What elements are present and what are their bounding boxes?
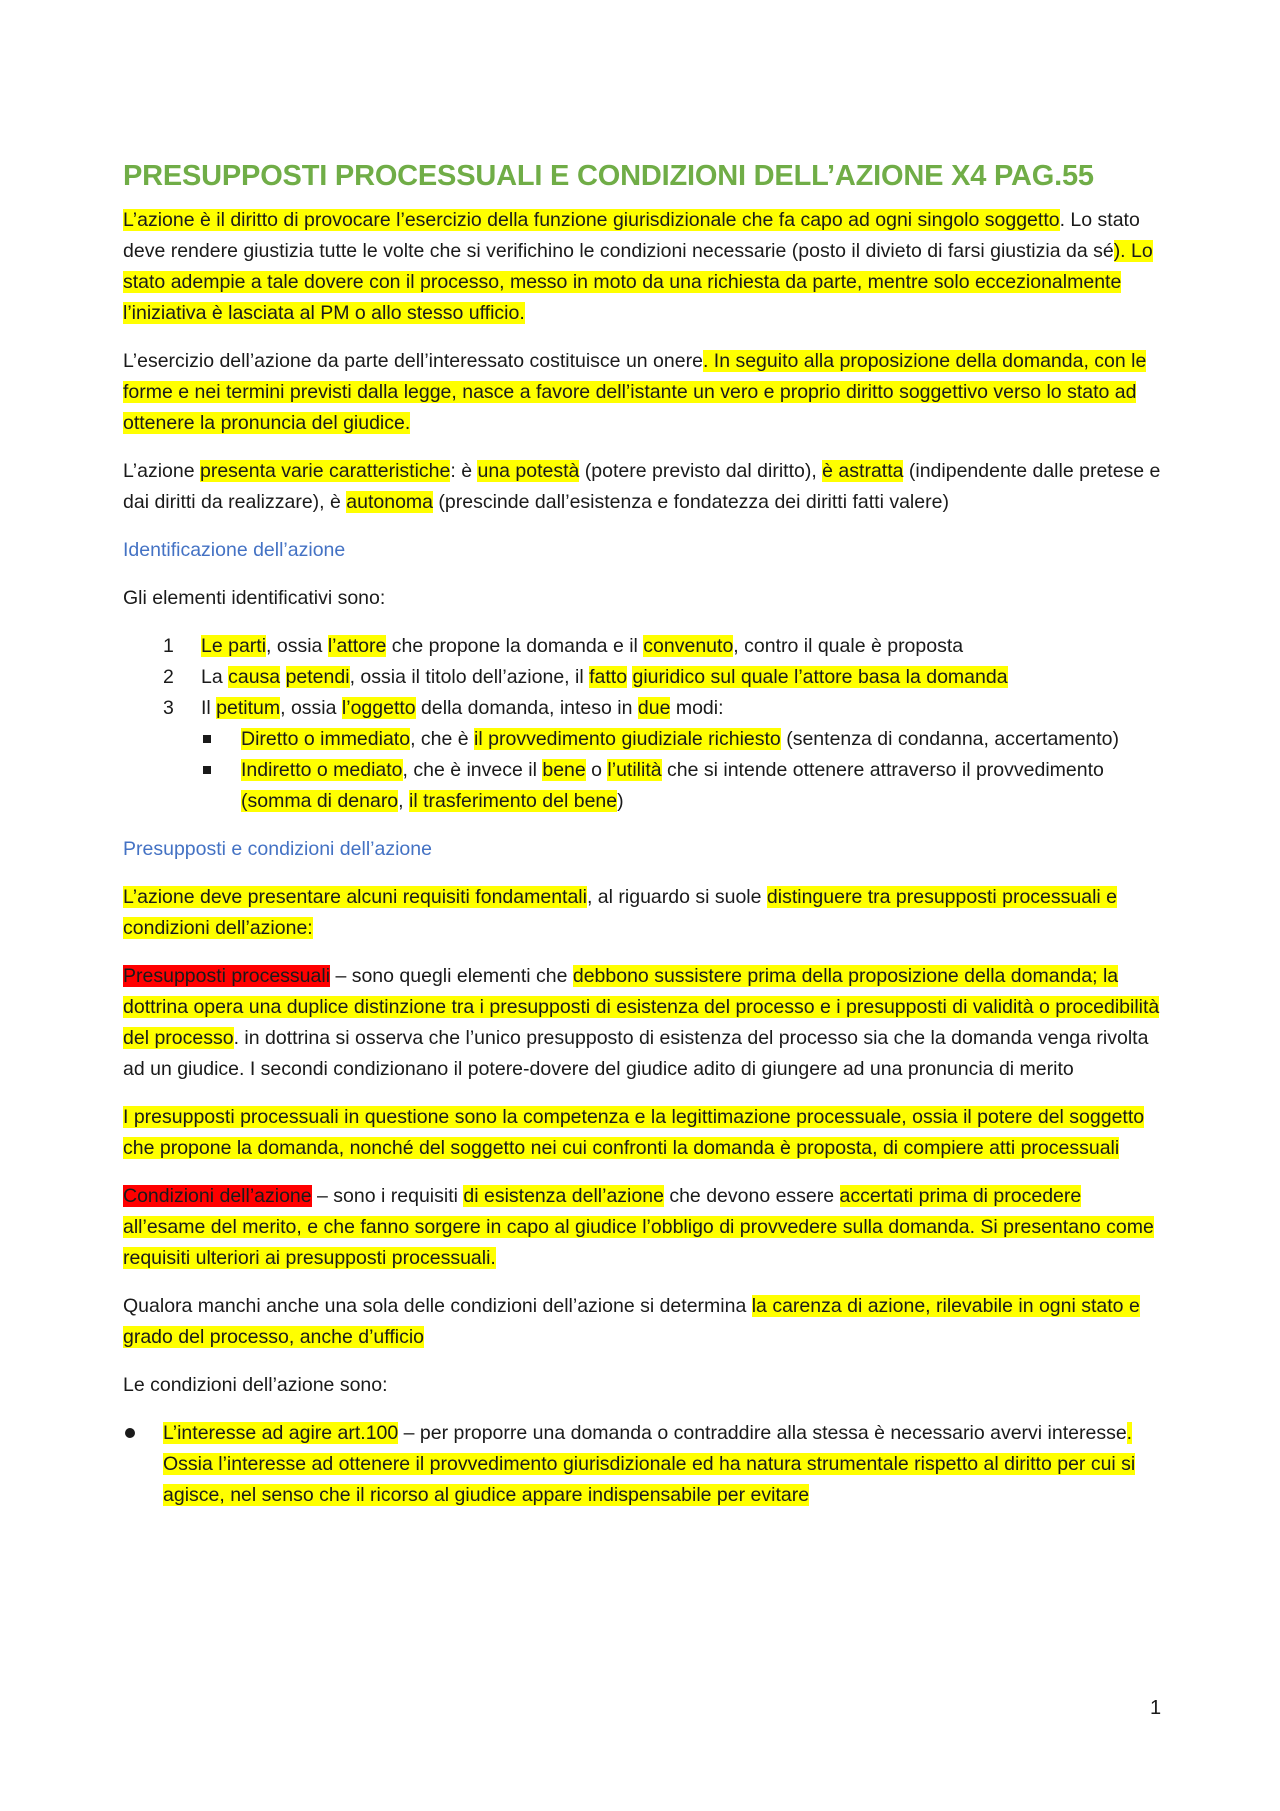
square-bullet-icon xyxy=(203,766,211,774)
page-number: 1 xyxy=(1150,1697,1162,1719)
sub-list xyxy=(201,724,1168,817)
paragraph-definizione: L’azione è il diritto di provocare l’esercizio della funzione giurisdizionale che fa capo ad ogni singolo soggetto. Lo stato deve rendere giustizia tutte le volte che si verifichino le condizioni necessarie (posto il divieto di farsi giustizia da sé). Lo stato adempie a tale dovere con il processo, messo in moto da una richiesta da parte, mentre solo eccezionalmente l’iniziativa è lasciata al PM o allo stesso ufficio. xyxy=(123,209,1153,324)
paragraph-presupposti-processuali: Presupposti processuali – sono quegli elementi che debbono sussistere prima della proposizione della domanda; la dottrina opera una duplice distinzione tra i presupposti di esistenza del processo e i presupposti di validità o procedibilità del processo. in dottrina si osserva che l’unico presupposto di esistenza del processo sia che la domanda venga rivolta ad un giudice. I secondi condizionano il potere-dovere del giudice adito di giungere ad una pronuncia di merito xyxy=(123,965,1160,1080)
paragraph-caratteristiche: L’azione presenta varie caratteristiche: è una potestà (potere previsto dal diritto), è astratta (indipendente dalle pretese e dai diritti da realizzare), è autonoma (prescinde dall’esistenza e fondatezza dei diritti fatti valere) xyxy=(123,460,1161,513)
list-item: 1 Le parti, ossia l’attore che propone la domanda e il convenuto, contro il quale è proposta xyxy=(123,631,1168,662)
heading-presupposti: Presupposti e condizioni dell’azione xyxy=(123,838,432,860)
elements-list xyxy=(123,631,1168,817)
list-number: 3 xyxy=(163,697,174,719)
list-item: 2 La causa petendi, ossia il titolo dell’azione, il fatto giuridico sul quale l’attore basa la domanda xyxy=(123,662,1168,693)
paragraph-condizioni-intro: Le condizioni dell’azione sono: xyxy=(123,1374,388,1396)
heading-identificazione: Identificazione dell’azione xyxy=(123,539,346,561)
paragraph-carenza: Qualora manchi anche una sola delle condizioni dell’azione si determina la carenza di azione, rilevabile in ogni stato e grado del processo, anche d’ufficio xyxy=(123,1295,1140,1348)
paragraph-condizioni: Condizioni dell’azione – sono i requisiti di esistenza dell’azione che devono essere accertati prima di procedere all’esame del merito, e che fanno sorgere in capo al giudice l’obbligo di provvedere sulla domanda. Si presentano come requisiti ulteriori ai presupposti processuali. xyxy=(123,1185,1154,1269)
document-title: PRESUPPOSTI PROCESSUALI E CONDIZIONI DELL’AZIONE X4 PAG.55 xyxy=(123,160,1094,192)
list-number: 1 xyxy=(163,635,174,657)
list-item: 3 Il petitum, ossia l’oggetto della domanda, inteso in due modi: Diretto o immediato, che è il provvedimento giudiziale richiesto (sentenza di condanna, accertamento) Indiretto o mediato, che è invece il bene o l’utilità che si intende ottenere attraverso il provvedimento (somma di denaro, il trasferimento del bene) xyxy=(123,693,1168,817)
paragraph-requisiti: L’azione deve presentare alcuni requisiti fondamentali, al riguardo si suole distinguere tra presupposti processuali e condizioni dell’azione: xyxy=(123,886,1118,939)
list-item: L’interesse ad agire art.100 – per proporre una domanda o contraddire alla stessa è necessario avervi interesse. Ossia l’interesse ad ottenere il provvedimento giurisdizionale ed ha natura strumentale rispetto al diritto per cui si agisce, nel senso che il ricorso al giudice appare indispensabile per evitare xyxy=(123,1418,1168,1511)
red-highlight-term: Presupposti processuali xyxy=(123,965,331,987)
sub-list-item: Diretto o immediato, che è il provvedimento giudiziale richiesto (sentenza di condanna, accertamento) xyxy=(201,724,1168,755)
bullet-icon xyxy=(125,1428,135,1438)
paragraph-competenza: I presupposti processuali in questione sono la competenza e la legittimazione processuale, ossia il potere del soggetto che propone la domanda, nonché del soggetto nei cui confronti la domanda è proposta, di compiere atti processuali xyxy=(123,1106,1145,1159)
sub-list-item: Indiretto o mediato, che è invece il bene o l’utilità che si intende ottenere attraverso il provvedimento (somma di denaro, il trasferimento del bene) xyxy=(201,755,1168,817)
square-bullet-icon xyxy=(203,735,211,743)
document-body xyxy=(123,155,1168,1511)
paragraph-elementi-intro: Gli elementi identificativi sono: xyxy=(123,587,386,609)
list-number: 2 xyxy=(163,666,174,688)
conditions-list xyxy=(123,1418,1168,1511)
paragraph-onere: L’esercizio dell’azione da parte dell’interessato costituisce un onere. In seguito alla proposizione della domanda, con le forme e nei termini previsti dalla legge, nasce a favore dell’istante un vero e proprio diritto soggettivo verso lo stato ad ottenere la pronuncia del giudice. xyxy=(123,350,1147,434)
red-highlight-term: Condizioni dell’azione xyxy=(123,1185,312,1207)
